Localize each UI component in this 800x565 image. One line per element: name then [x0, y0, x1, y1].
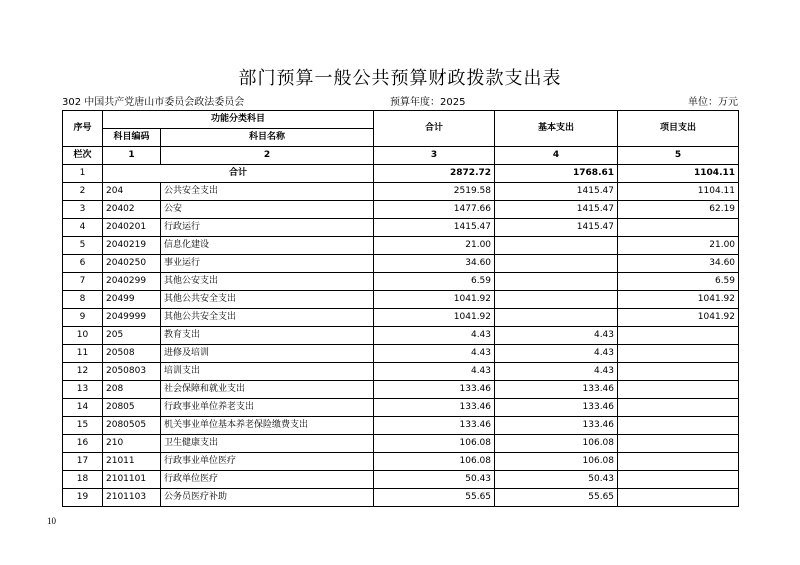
table-row — [63, 345, 739, 363]
total-project: 1104.11 — [618, 165, 739, 183]
unit-label: 单位：万元 — [688, 97, 738, 108]
row-name: 进修及培训 — [161, 345, 374, 363]
row-code: 2050803 — [103, 363, 161, 381]
row-project — [618, 453, 739, 471]
row-name: 机关事业单位基本养老保险缴费支出 — [161, 417, 374, 435]
expenditure-table — [62, 110, 739, 507]
row-project — [618, 417, 739, 435]
row-total: 106.08 — [374, 453, 495, 471]
row-total: 133.46 — [374, 417, 495, 435]
row-seq: 8 — [63, 291, 103, 309]
page-number: 10 — [47, 516, 56, 526]
row-code: 208 — [103, 381, 161, 399]
row-total: 55.65 — [374, 489, 495, 507]
row-seq: 11 — [63, 345, 103, 363]
row-basic: 50.43 — [495, 471, 618, 489]
row-total: 133.46 — [374, 399, 495, 417]
row-basic — [495, 309, 618, 327]
row-code: 2040219 — [103, 237, 161, 255]
header-basic: 基本支出 — [495, 111, 618, 147]
row-basic: 1415.47 — [495, 201, 618, 219]
row-project — [618, 345, 739, 363]
row-total: 4.43 — [374, 327, 495, 345]
header-total: 合计 — [374, 111, 495, 147]
row-total: 1477.66 — [374, 201, 495, 219]
row-project — [618, 471, 739, 489]
row-total: 1415.47 — [374, 219, 495, 237]
row-code: 2040250 — [103, 255, 161, 273]
organization-name: 302 中国共产党唐山市委员会政法委员会 — [62, 97, 245, 108]
column-index-row — [63, 147, 739, 165]
row-name: 信息化建设 — [161, 237, 374, 255]
row-seq: 16 — [63, 435, 103, 453]
header-project: 项目支出 — [618, 111, 739, 147]
total-basic: 1768.61 — [495, 165, 618, 183]
row-code: 21011 — [103, 453, 161, 471]
row-code: 210 — [103, 435, 161, 453]
row-name: 其他公安支出 — [161, 273, 374, 291]
row-basic: 133.46 — [495, 399, 618, 417]
row-basic: 4.43 — [495, 345, 618, 363]
row-seq: 6 — [63, 255, 103, 273]
total-amount: 2872.72 — [374, 165, 495, 183]
row-seq: 13 — [63, 381, 103, 399]
row-code: 2049999 — [103, 309, 161, 327]
column-index-2: 2 — [161, 147, 374, 165]
row-project: 34.60 — [618, 255, 739, 273]
table-row — [63, 435, 739, 453]
column-index-4: 4 — [495, 147, 618, 165]
row-code: 20499 — [103, 291, 161, 309]
row-name: 行政运行 — [161, 219, 374, 237]
row-name: 其他公共安全支出 — [161, 291, 374, 309]
row-total: 4.43 — [374, 345, 495, 363]
row-total: 106.08 — [374, 435, 495, 453]
total-seq: 1 — [63, 165, 103, 183]
page-title: 部门预算一般公共预算财政拨款支出表 — [238, 68, 562, 89]
header-subject-name: 科目名称 — [161, 129, 374, 147]
row-total: 2519.58 — [374, 183, 495, 201]
row-project — [618, 219, 739, 237]
row-project: 1104.11 — [618, 183, 739, 201]
row-basic: 55.65 — [495, 489, 618, 507]
row-basic: 1415.47 — [495, 219, 618, 237]
header-column-index: 栏次 — [63, 147, 103, 165]
row-project: 62.19 — [618, 201, 739, 219]
row-code: 2080505 — [103, 417, 161, 435]
row-code: 20805 — [103, 399, 161, 417]
row-total: 1041.92 — [374, 291, 495, 309]
row-code: 2101101 — [103, 471, 161, 489]
row-basic: 133.46 — [495, 381, 618, 399]
row-name: 其他公共安全支出 — [161, 309, 374, 327]
table-row — [63, 471, 739, 489]
row-total: 50.43 — [374, 471, 495, 489]
row-seq: 2 — [63, 183, 103, 201]
row-seq: 14 — [63, 399, 103, 417]
table-row — [63, 201, 739, 219]
row-project — [618, 327, 739, 345]
header-subject-code: 科目编码 — [103, 129, 161, 147]
row-total: 133.46 — [374, 381, 495, 399]
row-code: 205 — [103, 327, 161, 345]
row-seq: 9 — [63, 309, 103, 327]
header-seq: 序号 — [63, 111, 103, 147]
row-code: 2101103 — [103, 489, 161, 507]
table-row — [63, 237, 739, 255]
row-seq: 17 — [63, 453, 103, 471]
table-row — [63, 291, 739, 309]
row-project: 6.59 — [618, 273, 739, 291]
row-basic — [495, 255, 618, 273]
table-row — [63, 219, 739, 237]
row-name: 行政事业单位医疗 — [161, 453, 374, 471]
row-basic: 106.08 — [495, 435, 618, 453]
row-seq: 12 — [63, 363, 103, 381]
row-name: 公共安全支出 — [161, 183, 374, 201]
total-row — [63, 165, 739, 183]
row-total: 1041.92 — [374, 309, 495, 327]
row-name: 公安 — [161, 201, 374, 219]
row-project — [618, 435, 739, 453]
row-code: 204 — [103, 183, 161, 201]
row-basic: 1415.47 — [495, 183, 618, 201]
row-project — [618, 399, 739, 417]
column-index-3: 3 — [374, 147, 495, 165]
table-row — [63, 183, 739, 201]
table-row — [63, 399, 739, 417]
table-row — [63, 417, 739, 435]
row-project: 1041.92 — [618, 291, 739, 309]
row-name: 行政事业单位养老支出 — [161, 399, 374, 417]
total-label: 合计 — [103, 165, 374, 183]
row-seq: 18 — [63, 471, 103, 489]
row-name: 教育支出 — [161, 327, 374, 345]
row-code: 20402 — [103, 201, 161, 219]
row-total: 6.59 — [374, 273, 495, 291]
row-basic — [495, 291, 618, 309]
row-seq: 7 — [63, 273, 103, 291]
column-index-1: 1 — [103, 147, 161, 165]
header-func-category: 功能分类科目 — [103, 111, 374, 129]
row-name: 行政单位医疗 — [161, 471, 374, 489]
row-code: 2040201 — [103, 219, 161, 237]
row-basic: 4.43 — [495, 363, 618, 381]
header-row-1 — [63, 111, 739, 129]
row-total: 4.43 — [374, 363, 495, 381]
row-name: 培训支出 — [161, 363, 374, 381]
row-project: 1041.92 — [618, 309, 739, 327]
row-seq: 10 — [63, 327, 103, 345]
table-row — [63, 381, 739, 399]
table-row — [63, 327, 739, 345]
column-index-5: 5 — [618, 147, 739, 165]
row-code: 20508 — [103, 345, 161, 363]
row-seq: 15 — [63, 417, 103, 435]
row-project: 21.00 — [618, 237, 739, 255]
row-seq: 4 — [63, 219, 103, 237]
table-row — [63, 453, 739, 471]
row-total: 34.60 — [374, 255, 495, 273]
row-name: 社会保障和就业支出 — [161, 381, 374, 399]
row-project — [618, 381, 739, 399]
table-row — [63, 363, 739, 381]
table-row — [63, 309, 739, 327]
table-row — [63, 255, 739, 273]
row-basic — [495, 237, 618, 255]
table-row — [63, 489, 739, 507]
row-name: 公务员医疗补助 — [161, 489, 374, 507]
row-code: 2040299 — [103, 273, 161, 291]
table-row — [63, 273, 739, 291]
row-name: 事业运行 — [161, 255, 374, 273]
row-basic — [495, 273, 618, 291]
budget-year: 预算年度：2025 — [390, 97, 466, 108]
row-seq: 19 — [63, 489, 103, 507]
row-name: 卫生健康支出 — [161, 435, 374, 453]
row-basic: 133.46 — [495, 417, 618, 435]
row-seq: 3 — [63, 201, 103, 219]
row-project — [618, 363, 739, 381]
row-basic: 4.43 — [495, 327, 618, 345]
row-total: 21.00 — [374, 237, 495, 255]
row-basic: 106.08 — [495, 453, 618, 471]
row-project — [618, 489, 739, 507]
row-seq: 5 — [63, 237, 103, 255]
